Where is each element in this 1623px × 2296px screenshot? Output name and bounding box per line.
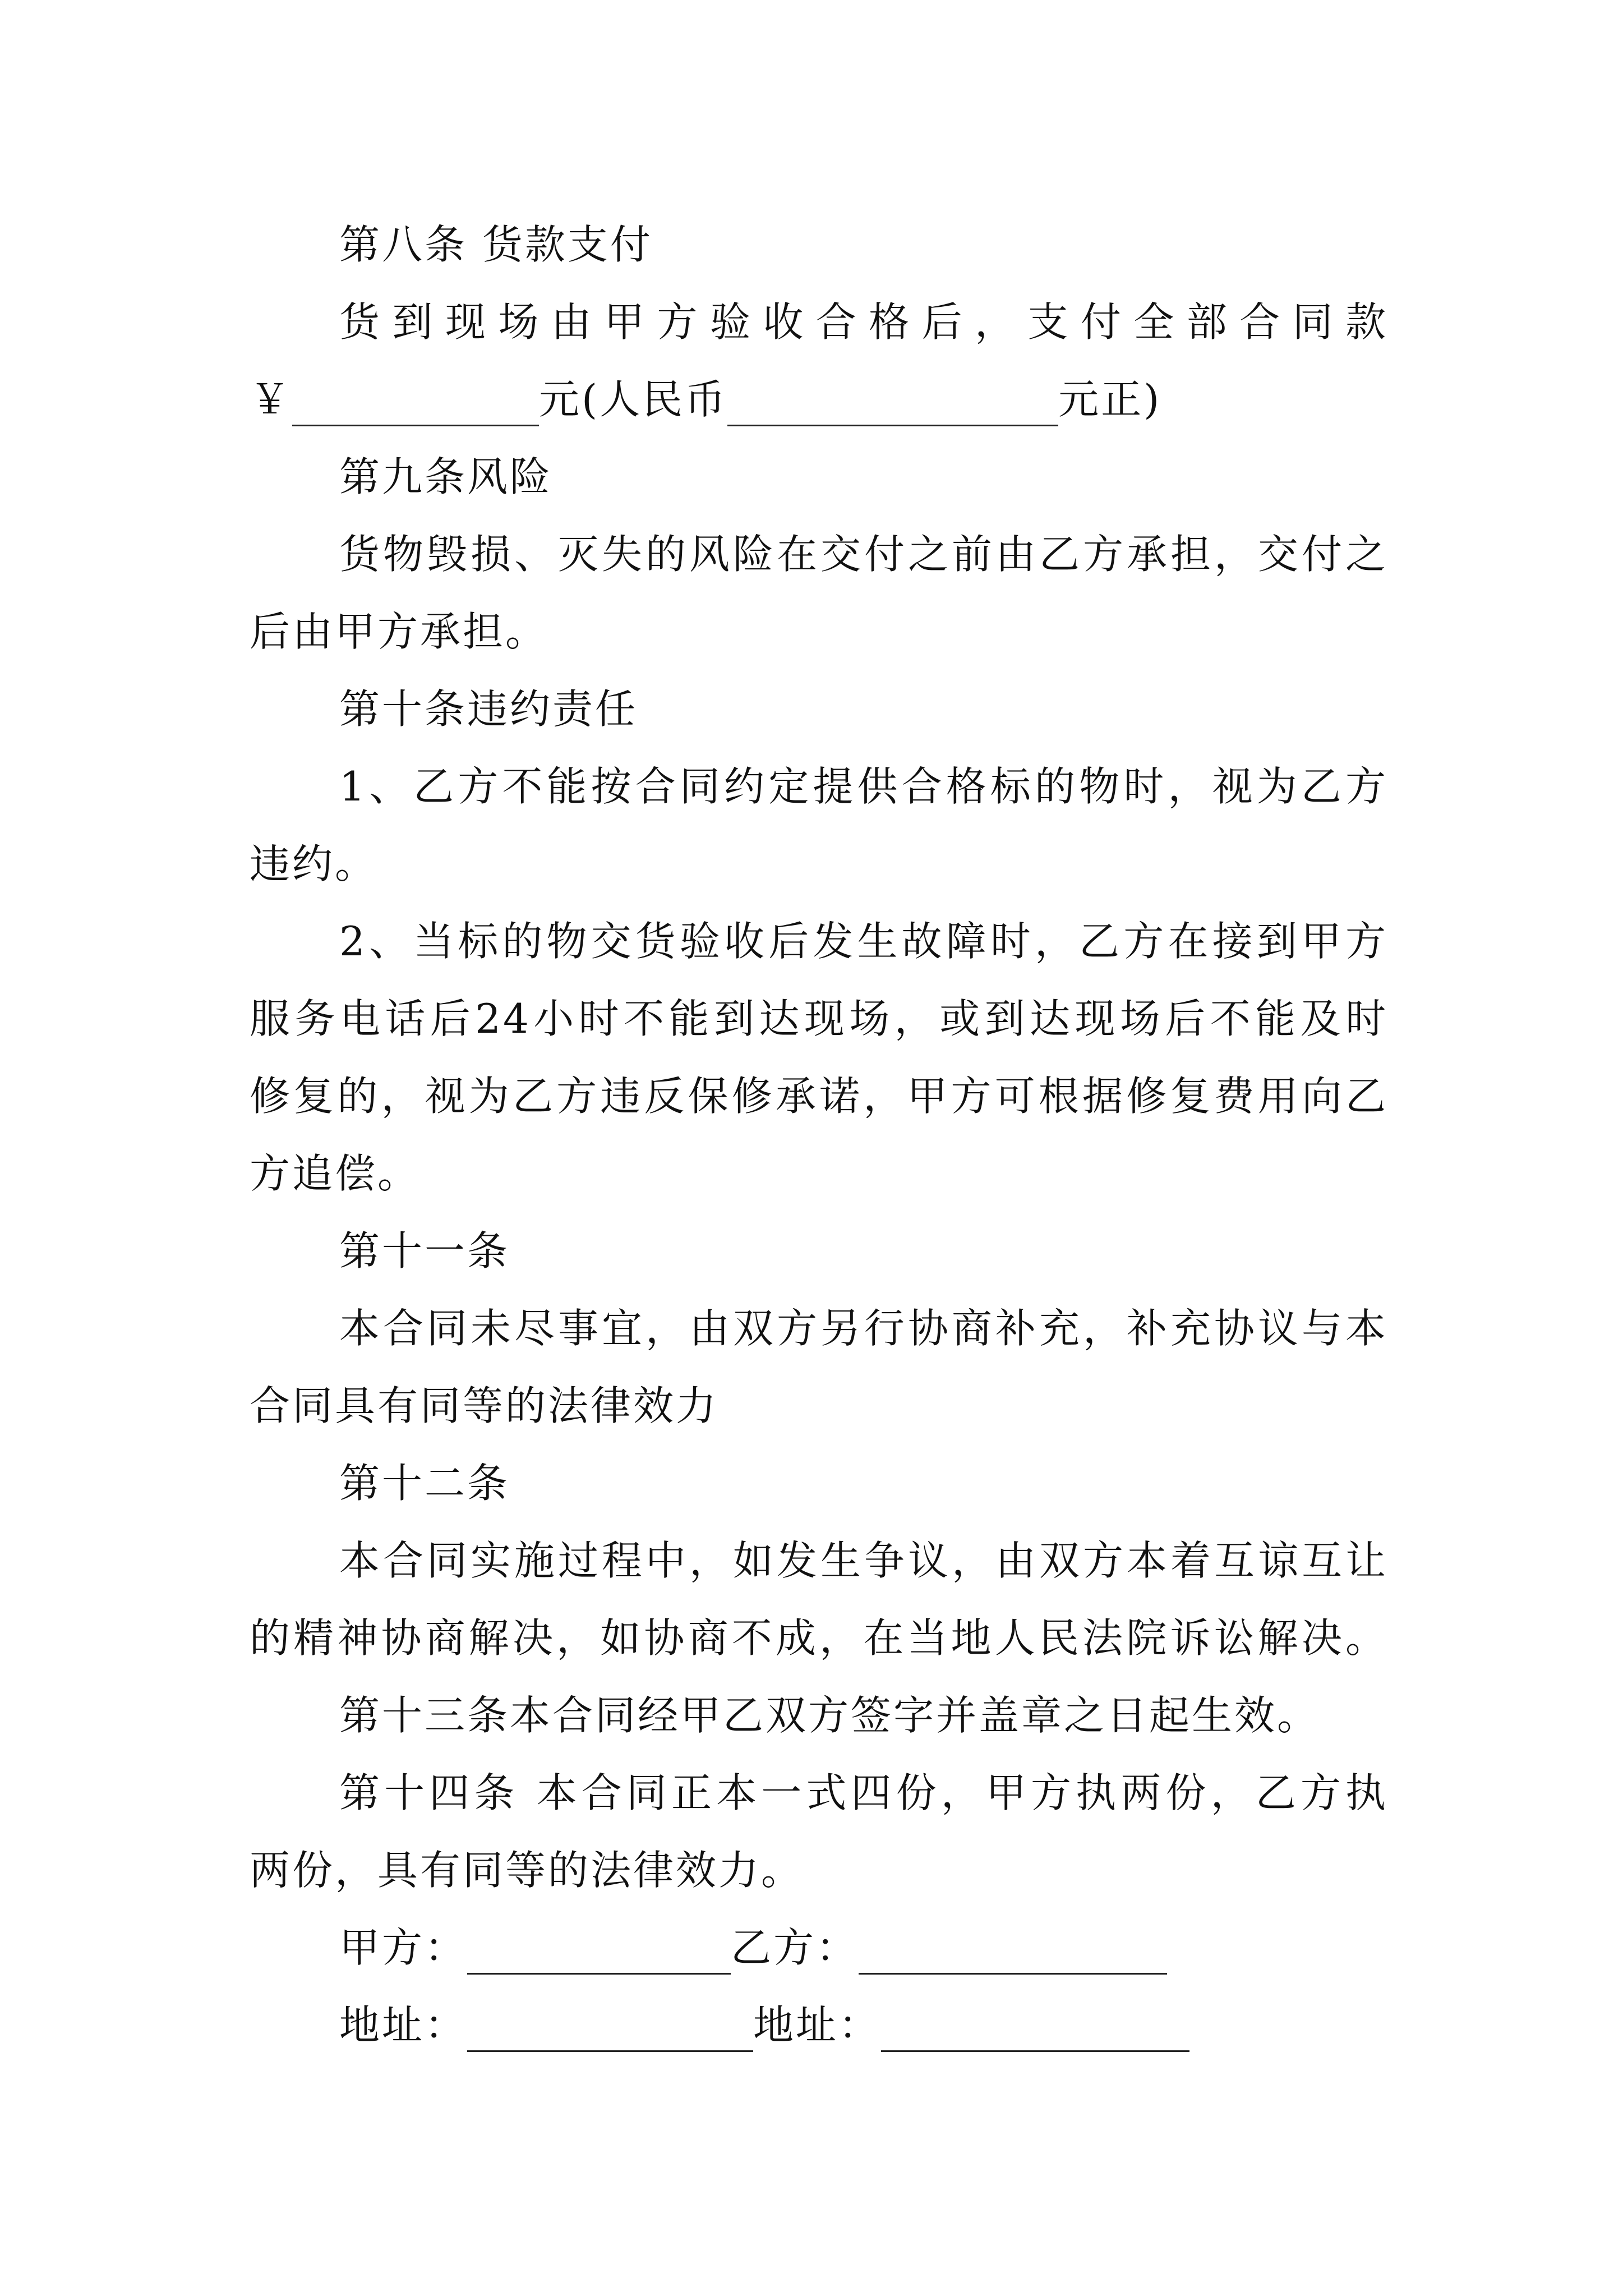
article-10-item2-line2: 服务电话后24小时不能到达现场，或到达现场后不能及时 (250, 995, 1388, 1042)
address-row (339, 1998, 1388, 2052)
article-12-text-line1: 本合同实施过程中，如发生争议，由双方本着互谅互让 (339, 1537, 1388, 1584)
yuan-end-label: 元正) (1058, 376, 1162, 423)
article-14-text-line2: 两份，具有同等的法律效力。 (250, 1847, 804, 1894)
article-9-text-line1: 货物毁损、灭失的风险在交付之前由乙方承担，交付之 (339, 531, 1388, 578)
rmb-amount-blank (727, 385, 1058, 426)
amount-blank (292, 385, 539, 426)
article-10-item2-line4: 方追偿。 (250, 1150, 421, 1197)
article-11-title: 第十一条 (339, 1227, 510, 1274)
yen-symbol: ￥ (250, 376, 293, 423)
address-a-blank (467, 2011, 753, 2052)
article-9-text-line2: 后由甲方承担。 (250, 608, 548, 655)
article-13-text: 第十三条本合同经甲乙双方签字并盖章之日起生效。 (339, 1692, 1320, 1739)
article-8-title: 第八条 货款支付 (339, 221, 653, 268)
address-b-blank (881, 2011, 1189, 2052)
article-12-text-line2: 的精神协商解决，如协商不成，在当地人民法院诉讼解决。 (250, 1614, 1388, 1662)
article-12-title: 第十二条 (339, 1460, 510, 1507)
party-signature-row (339, 1921, 1388, 1975)
article-10-item2-line1: 2、当标的物交货验收后发生故障时，乙方在接到甲方 (339, 918, 1388, 965)
article-8-text-line2 (250, 372, 1388, 426)
article-9-title: 第九条风险 (339, 453, 553, 500)
address-a-label: 地址： (339, 2001, 468, 2049)
yuan-label: 元(人民币 (539, 376, 728, 423)
article-11-text-line2: 合同具有同等的法律效力 (250, 1382, 719, 1429)
article-14-text-line1: 第十四条 本合同正本一式四份，甲方执两份，乙方执 (339, 1769, 1388, 1816)
address-b-label: 地址： (753, 2001, 882, 2049)
party-a-label: 甲方： (339, 1924, 468, 1971)
article-10-item1-line1: 1、乙方不能按合同约定提供合格标的物时，视为乙方 (339, 763, 1388, 810)
party-b-blank (859, 1934, 1167, 1975)
article-10-item1-line2: 违约。 (250, 840, 378, 887)
article-11-text-line1: 本合同未尽事宜，由双方另行协商补充，补充协议与本 (339, 1305, 1388, 1352)
party-b-label: 乙方： (731, 1924, 859, 1971)
article-10-item2-line3: 修复的，视为乙方违反保修承诺，甲方可根据修复费用向乙 (250, 1073, 1388, 1120)
article-10-title: 第十条违约责任 (339, 685, 638, 733)
article-8-text-line1: 货到现场由甲方验收合格后，支付全部合同款 (339, 298, 1388, 346)
party-a-blank (467, 1934, 731, 1975)
